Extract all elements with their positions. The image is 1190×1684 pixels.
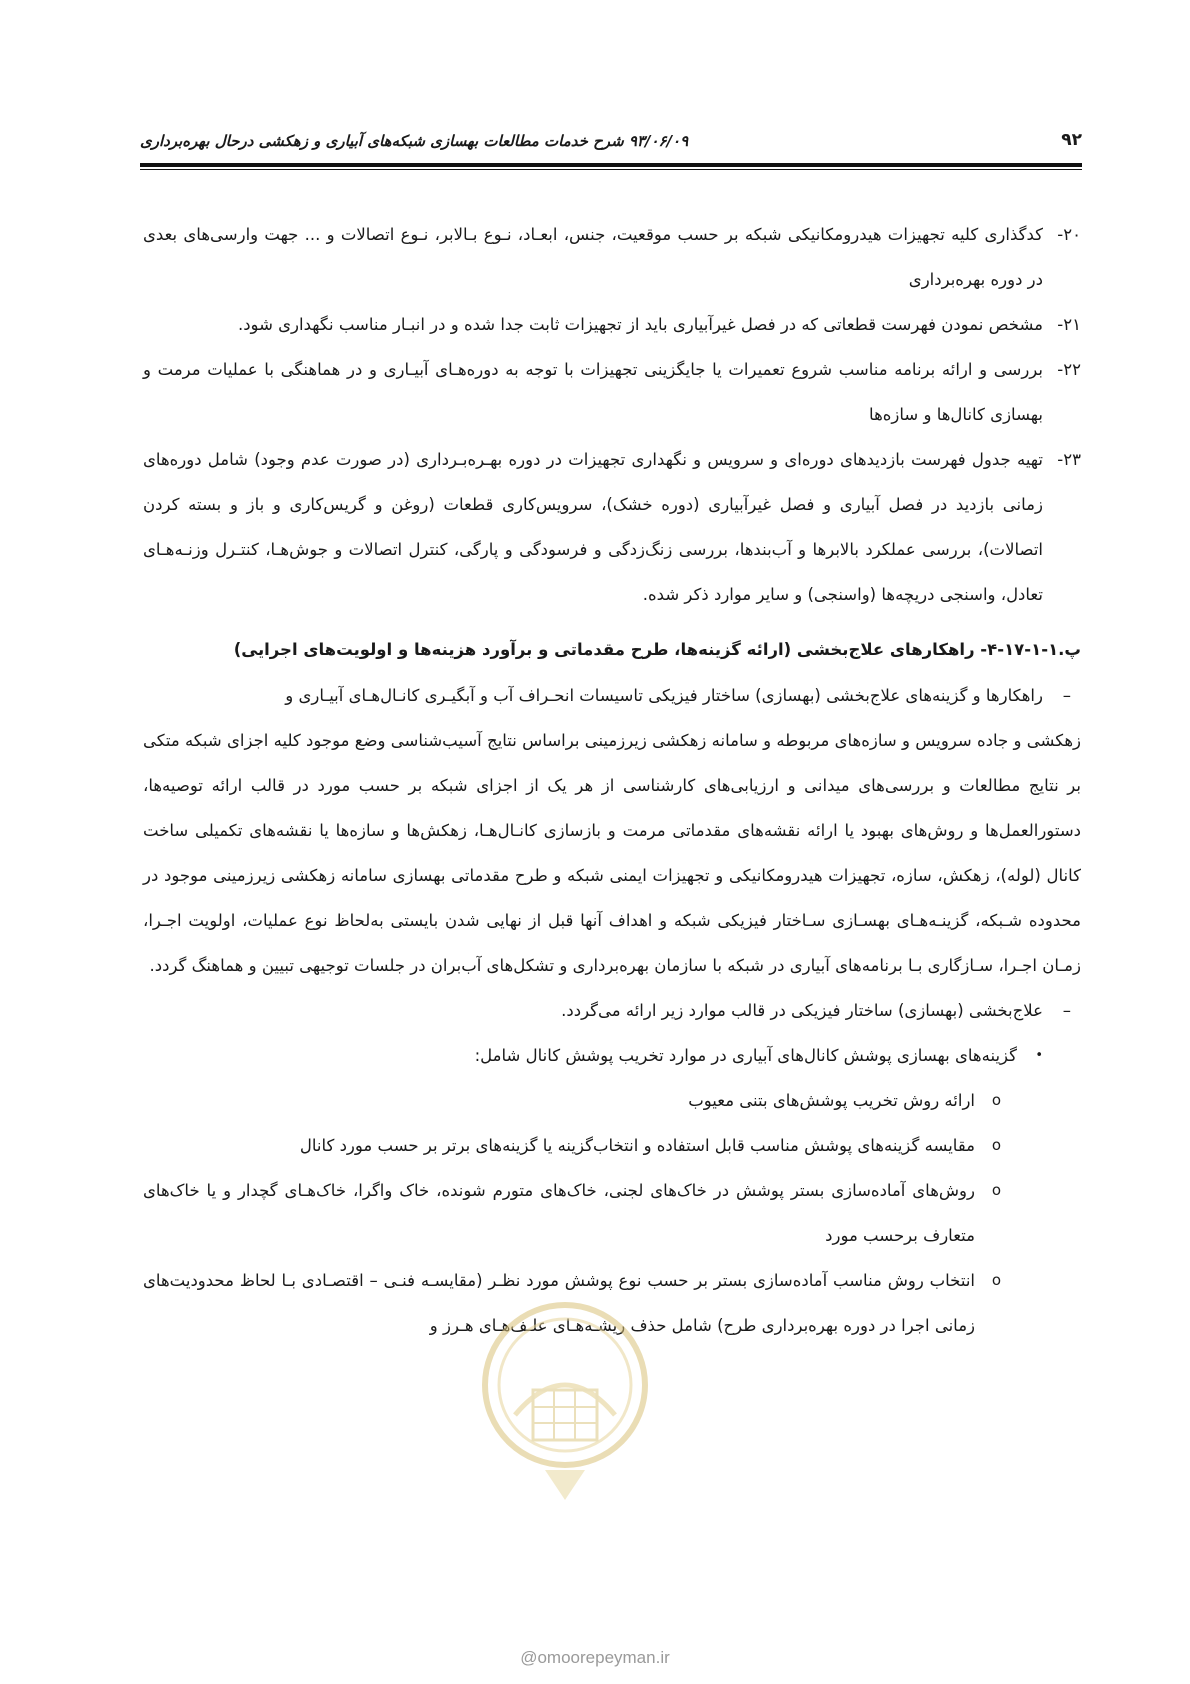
item-number: ۲۲- bbox=[1057, 360, 1081, 379]
dash-marker: – bbox=[1062, 686, 1071, 705]
sub-list-item bbox=[143, 1168, 1001, 1258]
numbered-item bbox=[143, 437, 1081, 617]
sub-list-item bbox=[143, 1078, 1001, 1123]
page-header bbox=[140, 128, 1082, 158]
document-body bbox=[143, 212, 1081, 1348]
item-text: تهیه جدول فهرست بازدیدهای دوره‌ای و سرویس و نگهداری تجهیزات در دوره بهـره‌بـرداری (در صورت عدم وجود) شامل دوره‌های زمانی بازدید در فصل آبیاری و فصل غیرآبیاری (دوره خشک)، سرویس‌کاری قطعات (روغن و گریس‌کاری و باز و بسته کردن اتصالات)، بررسی عملکرد بالابرها و آب‌بندها، بررسی زنگ‌زدگی و فرسودگی و پارگی، کنترل اتصالات و جوش‌هـا، کنتـرل وزنـه‌هـای تعادل، واسنجی دریچه‌ها (واسنجی) و سایر موارد ذکر شده. bbox=[143, 450, 1043, 604]
circle-marker: o bbox=[991, 1181, 1001, 1199]
bullet-text: گزینه‌های بهسازی پوشش کانال‌های آبیاری در موارد تخریب پوشش کانال شامل: bbox=[474, 1046, 1017, 1065]
header-rule-thin bbox=[140, 169, 1082, 170]
paragraph-text: زهکشی و جاده سرویس و سازه‌های مربوطه و سامانه زهکشی زیرزمینی براساس نتایج آسیب‌شناسی وضع موجود کلیه اجزای شبکه متکی بر نتایج مطالعات و بررسی‌های میدانی و ارزیابی‌های کارشناسی از هر یک از اجزای شبکه بر حسب مورد در قالب ارائه توصیه‌ها، دستورالعمل‌ها و روش‌های بهبود یا ارائه نقشه‌های مقدماتی مرمت و بازسازی کانـال‌هـا، زهکش‌ها و سازه‌ها یا نقشه‌های تکمیلی ساخت کانال (لوله)، زهکش، سازه، تجهیزات هیدرومکانیکی و تجهیزات ایمنی شبکه و طرح مقدماتی بهسازی سامانه زهکشی زیرزمینی موجود در محدوده شـبکه، گزینـه‌هـای بهسـازی سـاختار فیزیکی شبکه و اهداف آنها قبل از نهایی شدن بایستی به‌لحاظ نوع عملیات، اولویت اجـرا، زمـان اجـرا، سـازگاری بـا برنامه‌های آبیاری در شبکه با سازمان بهره‌برداری و تشکل‌های آب‌بران در جلسات توجیهی تبیین و هماهنگ گردد. bbox=[143, 731, 1081, 975]
sub-item-text: روش‌های آماده‌سازی بستر پوشش در خاک‌های لجنی، خاک‌های متورم شونده، خاک واگرا، خاک‌هـای گچدار و یا خاک‌های متعارف برحسب مورد bbox=[143, 1181, 975, 1245]
item-text: کدگذاری کلیه تجهیزات هیدرومکانیکی شبکه بر حسب موقعیت، جنس، ابعـاد، نـوع بـالابر، نـوع اتصالات و ... جهت وارسی‌های بعدی در دوره بهره‌برداری bbox=[143, 225, 1043, 289]
sub-item-text: انتخاب روش مناسب آماده‌سازی بستر بر حسب نوع پوشش مورد نظـر (مقایسـه فنـی – اقتصـادی بـا لحاظ محدودیت‌های زمانی اجرا در دوره بهره‌برداری طرح) شامل حذف ریشـه‌هـای علـف‌هـای هـرز و bbox=[143, 1271, 975, 1335]
sub-list-item bbox=[143, 1123, 1001, 1168]
page-number: ۹۲ bbox=[1061, 130, 1082, 150]
numbered-item bbox=[143, 212, 1081, 302]
circle-marker: o bbox=[991, 1091, 1001, 1109]
dash-item bbox=[143, 673, 1081, 718]
dash-item-text: راهکارها و گزینه‌های علاج‌بخشی (بهسازی) ساختار فیزیکی تاسیسات انحـراف آب و آبگیـری کانـال‌هـای آبیـاری و bbox=[285, 686, 1043, 705]
running-title: ۹۳/۰۶/۰۹ شرح خدمات مطالعات بهسازی شبکه‌های آبیاری و زهکشی درحال بهره‌برداری bbox=[140, 132, 689, 150]
bullet-item bbox=[143, 1033, 1043, 1078]
item-number: ۲۳- bbox=[1057, 450, 1081, 469]
section-heading: پ.۱-۱-۱۷-۴- راهکارهای علاج‌بخشی (ارائه گزینه‌ها، طرح مقدماتی و برآورد هزینه‌ها و اولویت‌های اجرایی) bbox=[233, 640, 1081, 659]
circle-marker: o bbox=[991, 1136, 1001, 1154]
dash-item-text: علاج‌بخشی (بهسازی) ساختار فیزیکی در قالب موارد زیر ارائه می‌گردد. bbox=[561, 1001, 1043, 1020]
item-number: ۲۰- bbox=[1057, 225, 1081, 244]
watermark-url: @omoorepeyman.ir bbox=[520, 1648, 670, 1667]
circle-marker: o bbox=[991, 1271, 1001, 1289]
header-rule-thick bbox=[140, 163, 1082, 167]
item-text: مشخص نمودن فهرست قطعاتی که در فصل غیرآبیاری باید از تجهیزات ثابت جدا شده و در انبـار مناسب نگهداری شود. bbox=[237, 315, 1043, 334]
sub-item-text: مقایسه گزینه‌های پوشش مناسب قابل استفاده و انتخاب‌گزینه یا گزینه‌های برتر بر حسب مورد کانال bbox=[299, 1136, 975, 1155]
numbered-item bbox=[143, 302, 1081, 347]
watermark-seal-icon bbox=[475, 1295, 655, 1510]
sub-item-text: ارائه روش تخریب پوشش‌های بتنی معیوب bbox=[688, 1091, 975, 1110]
dash-item-continuation bbox=[143, 718, 1081, 988]
dash-marker: – bbox=[1062, 1001, 1071, 1020]
bullet-marker: • bbox=[1035, 1048, 1043, 1063]
item-number: ۲۱- bbox=[1057, 315, 1081, 334]
item-text: بررسی و ارائه برنامه مناسب شروع تعمیرات یا جایگزینی تجهیزات با توجه به دوره‌هـای آبیـاری و در هماهنگی با عملیات مرمت و بهسازی کانال‌ها و سازه‌ها bbox=[143, 360, 1043, 424]
dash-item bbox=[143, 988, 1081, 1033]
numbered-item bbox=[143, 347, 1081, 437]
